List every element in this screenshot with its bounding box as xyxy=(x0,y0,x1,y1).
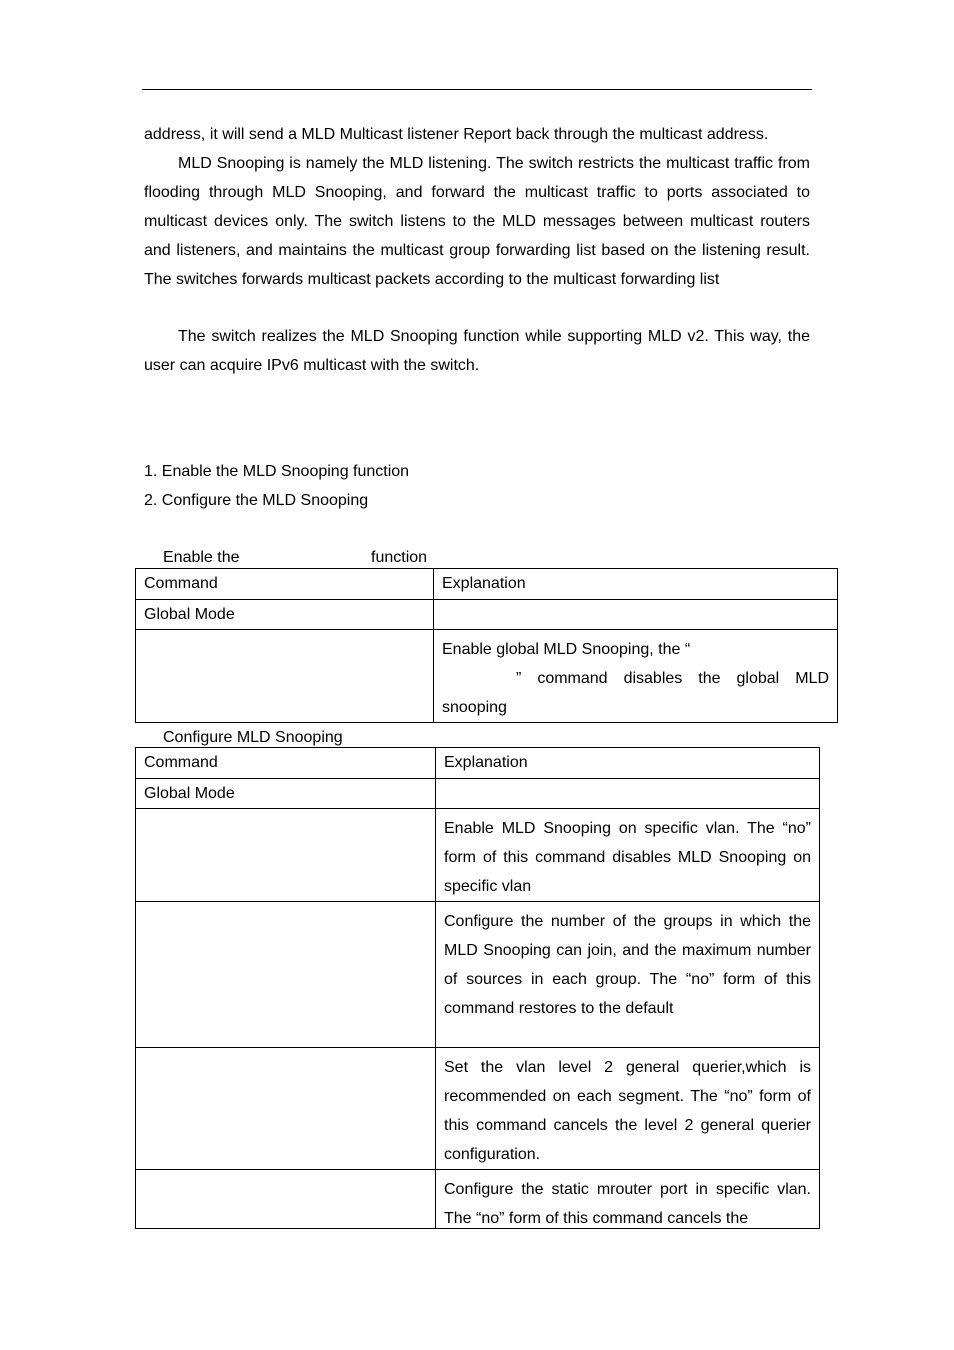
intro-paragraph-mld-snooping: MLD Snooping is namely the MLD listening. The switch restricts the multicast traffic from flooding through MLD Snooping, and forward the multicast traffic to ports associated to multicast devices only. The switch listens to the MLD messages between multicast routers and listeners, and maintains the multicast group forwarding list based on the listening result. The switches forwards multicast packets according to the multicast forwarding list xyxy=(144,155,810,288)
table1-caption-end: function xyxy=(371,549,428,566)
intro-line-1: address, it will send a MLD Multicast listener Report back through the multicast address. xyxy=(144,126,769,143)
table2-command-cell xyxy=(136,809,436,902)
table2-mode-empty xyxy=(436,779,820,809)
table2-command-cell xyxy=(136,1170,436,1229)
table1-explanation-cell xyxy=(434,630,838,723)
table2-header-command: Command xyxy=(136,748,436,779)
configure-mld-snooping-table xyxy=(135,747,820,1229)
table2-caption: Configure MLD Snooping xyxy=(163,729,343,746)
table2-explanation-clip xyxy=(444,1175,811,1228)
table2-command-cell xyxy=(136,902,436,1048)
table1-mode-empty xyxy=(434,600,838,630)
table-row xyxy=(136,809,820,902)
table2-mode-label: Global Mode xyxy=(136,779,436,809)
table2-explanation-cell: Enable MLD Snooping on specific vlan. The “no” form of this command disables MLD Snooping on specific vlan xyxy=(436,809,820,902)
enable-mld-snooping-table xyxy=(135,568,838,723)
table2-header-explanation: Explanation xyxy=(436,748,820,779)
table2-explanation-cell: Set the vlan level 2 general querier,which is recommended on each segment. The “no” form of this command cancels the level 2 general querier configuration. xyxy=(436,1048,820,1170)
table1-mode-label: Global Mode xyxy=(136,600,434,630)
table1-caption-start: Enable the xyxy=(163,549,240,566)
table1-command-cell xyxy=(136,630,434,723)
header-rule xyxy=(142,89,812,90)
table2-explanation-text: Configure the static mrouter port in specific vlan. The “no” form of this command cancels the xyxy=(444,1181,811,1227)
table1-header-explanation: Explanation xyxy=(434,569,838,600)
table-row xyxy=(136,1170,820,1229)
step-2: 2. Configure the MLD Snooping xyxy=(144,492,369,509)
table1-explanation-line-1: Enable global MLD Snooping, the “ xyxy=(442,641,691,658)
table1-explanation-line-2: ” command disables the global MLD snooping xyxy=(442,670,829,716)
table-row xyxy=(136,902,820,1048)
table2-command-cell xyxy=(136,1048,436,1170)
table-row xyxy=(136,1048,820,1170)
step-1: 1. Enable the MLD Snooping function xyxy=(144,463,410,480)
table2-explanation-cell: Configure the number of the groups in which the MLD Snooping can join, and the maximum number of sources in each group. The “no” form of this command restores to the default xyxy=(436,902,820,1048)
table1-header-command: Command xyxy=(136,569,434,600)
intro-paragraph-mld-v2: The switch realizes the MLD Snooping function while supporting MLD v2. This way, the user can acquire IPv6 multicast with the switch. xyxy=(144,328,810,374)
table2-explanation-cell xyxy=(436,1170,820,1229)
